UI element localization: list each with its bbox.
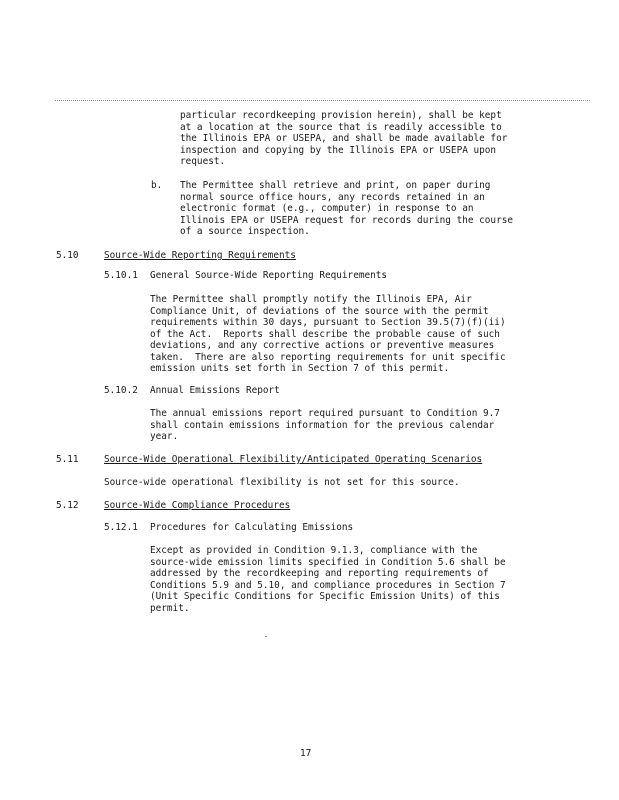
subsection-5-10-1-heading <box>104 270 387 282</box>
list-item-b <box>151 180 513 238</box>
scan-speck <box>265 636 267 637</box>
subsection-title: Procedures for Calculating Emissions <box>150 522 354 533</box>
section-title: Source-Wide Reporting Requirements <box>104 250 296 261</box>
subsection-number: 5.10.1 <box>104 270 138 281</box>
header-divider <box>55 100 590 101</box>
subsection-number: 5.12.1 <box>104 522 138 533</box>
list-item-b-text: The Permittee shall retrieve and print, on paper during normal source office hours, any records retained in an electronic format (e.g., computer) in response to an Illinois EPA or USEPA request for records during the course of a source inspection. <box>180 180 514 237</box>
page-number: 17 <box>300 748 312 759</box>
subsection-5-10-2-heading <box>104 385 280 397</box>
section-number: 5.10 <box>56 250 79 261</box>
subsection-title: Annual Emissions Report <box>150 385 280 396</box>
subsection-5-10-1-body: The Permittee shall promptly notify the Illinois EPA, Air Compliance Unit, of deviations of the source with the permit requirements within 30 days, pursuant to Section 39.5(7)(f)(ii) of the Act. Reports shall describe the probable cause of such deviations, and any corrective actions or preventive measures taken. There are also reporting requirements for unit specific emission units set forth in Section 7 of this permit. <box>150 294 506 374</box>
section-title: Source-Wide Operational Flexibility/Anticipated Operating Scenarios <box>104 454 483 465</box>
section-number: 5.11 <box>56 454 79 465</box>
subsection-5-12-1-body: Except as provided in Condition 9.1.3, compliance with the source-wide emission limits specified in Condition 5.6 shall be addressed by the recordkeeping and reporting requirements of Conditions 5.9 and 5.10, and compliance procedures in Section 7 (Unit Specific Conditions for Specific Emission Units) of this permit. <box>150 545 506 614</box>
section-5-11-heading <box>56 454 482 466</box>
subsection-5-12-1-heading <box>104 522 353 534</box>
section-5-10-heading <box>56 250 296 262</box>
continued-paragraph: particular recordkeeping provision herein), shall be kept at a location at the source that is readily accessible to the Illinois EPA or USEPA, and shall be made available for inspection and copying by the Illinois EPA or USEPA upon request. <box>180 110 508 167</box>
list-item-b-label: b. <box>151 180 163 191</box>
section-5-12-heading <box>56 500 290 512</box>
section-title: Source-Wide Compliance Procedures <box>104 500 291 511</box>
subsection-5-10-2-body: The annual emissions report required pursuant to Condition 9.7 shall contain emissions information for the previous calendar year. <box>150 408 500 442</box>
section-5-11-body: Source-wide operational flexibility is not set for this source. <box>104 477 460 488</box>
subsection-number: 5.10.2 <box>104 385 138 396</box>
subsection-title: General Source-Wide Reporting Requirements <box>150 270 388 281</box>
section-number: 5.12 <box>56 500 79 511</box>
